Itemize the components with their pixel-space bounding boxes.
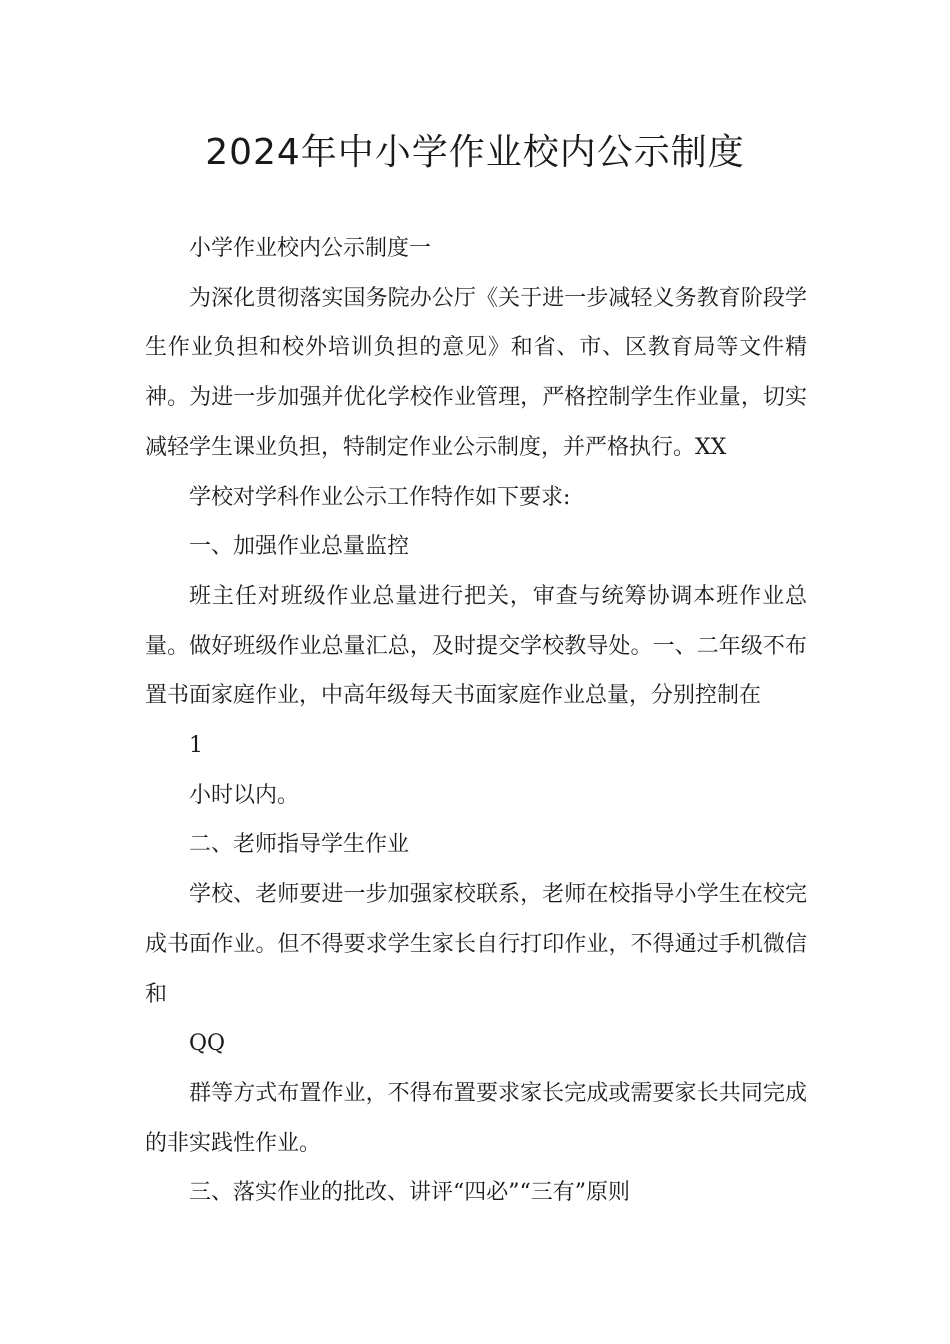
paragraph: 小学作业校内公示制度一 <box>189 236 432 261</box>
section-heading: 三、落实作业的批改、讲评“四必”“三有”原则 <box>189 1180 630 1206</box>
paragraph: QQ <box>189 1031 226 1057</box>
section-heading: 二、老师指导学生作业 <box>189 832 410 858</box>
paragraph: 小时以内。 <box>189 782 300 808</box>
document-title: 2024年中小学作业校内公示制度 <box>205 132 745 173</box>
section-heading: 一、加强作业总量监控 <box>189 534 410 560</box>
document-body <box>145 224 807 1218</box>
paragraph: 群等方式布置作业，不得布置要求家长完成或需要家长共同完成的非实践性作业。 <box>145 1080 807 1156</box>
paragraph: 学校对学科作业公示工作特作如下要求: <box>189 484 571 510</box>
paragraph: 班主任对班级作业总量进行把关，审查与统筹协调本班作业总量。做好班级作业总量汇总，及时提交学校教导处。一、二年级不布置书面家庭作业，中高年级每天书面家庭作业总量，分别控制在 <box>145 583 807 709</box>
paragraph: 1 <box>189 733 203 759</box>
paragraph: 学校、老师要进一步加强家校联系，老师在校指导小学生在校完成书面作业。但不得要求学生家长自行打印作业，不得通过手机微信和 <box>145 882 807 1007</box>
paragraph: 为深化贯彻落实国务院办公厅《关于进一步减轻义务教育阶段学生作业负担和校外培训负担的意见》和省、市、区教育局等文件精神。为进一步加强并优化学校作业管理，严格控制学生作业量，切实减轻学生课业负担，特制定作业公示制度，并严格执行。XX <box>145 285 807 460</box>
